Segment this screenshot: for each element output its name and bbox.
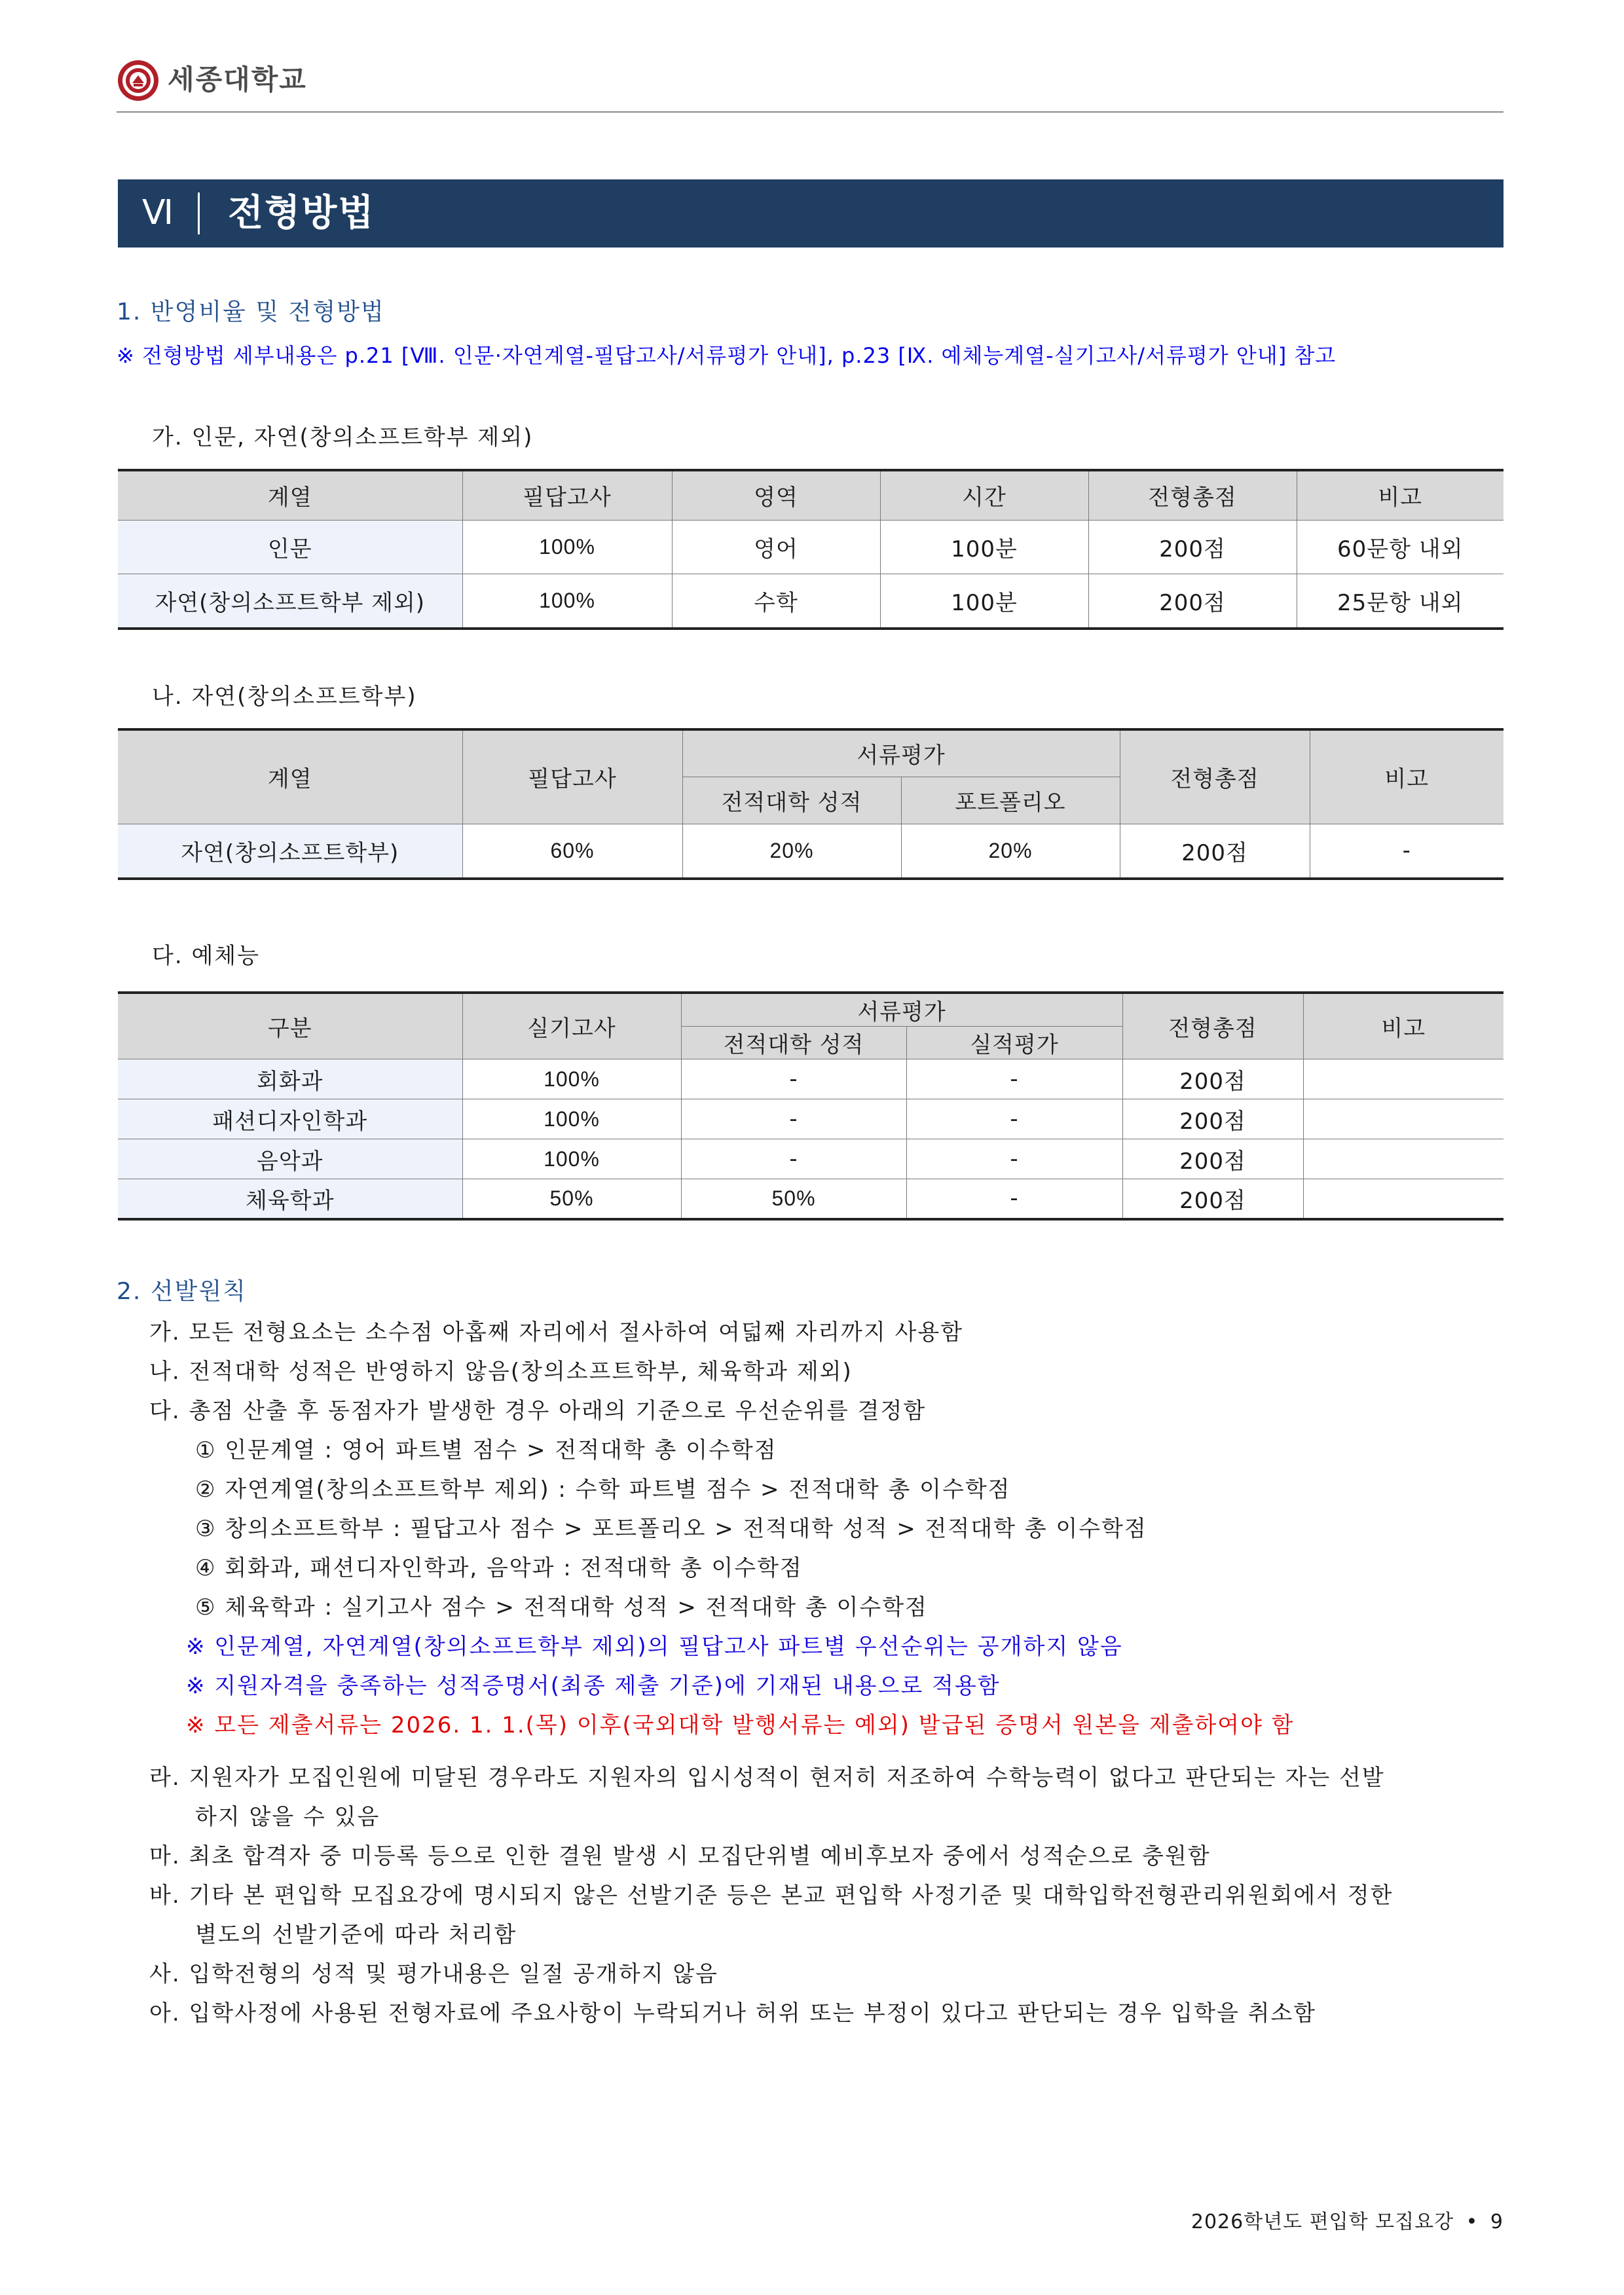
table-b-title: 나. 자연(창의소프트학부) [152,684,417,710]
rule-a: 아. 입학사정에 사용된 전형자료에 주요사항이 누락되거나 허위 또는 부정이 있다고 판단되는 경우 입학을 취소함 [149,2000,1317,2027]
header-cell: 전적대학 성적 [681,1027,906,1059]
header-cell: 전형총점 [1120,729,1310,824]
header-cell: 필답고사 [462,729,682,824]
table-cell: 200점 [1122,1059,1303,1099]
tiebreak-item: ② 자연계열(창의소프트학부 제외) : 수학 파트별 점수 > 전적대학 총 이수학점 [195,1477,1011,1503]
chapter-number: Ⅵ [142,194,174,232]
category-cell: 인문 [118,520,462,574]
rule-sa: 사. 입학전형의 성적 및 평가내용은 일절 공개하지 않음 [149,1961,719,1987]
table-cell: - [906,1179,1122,1219]
header-cell: 계열 [118,729,462,824]
table-cell: 60문항 내외 [1297,520,1504,574]
table-cell: - [906,1059,1122,1099]
table-cell: 20% [901,824,1120,879]
header-cell: 비고 [1310,729,1504,824]
table-cell: - [681,1059,906,1099]
category-cell: 회화과 [118,1059,462,1099]
table-row [118,1139,1504,1179]
table-cell [1303,1139,1504,1179]
table-header-row [118,729,1504,777]
category-cell: 패션디자인학과 [118,1099,462,1139]
university-seal-icon [117,59,160,102]
header-group-cell: 서류평가 [682,729,1120,777]
table-cell: 25문항 내외 [1297,574,1504,629]
header-cell: 필답고사 [462,470,672,520]
rule-ra-line1: 라. 지원자가 모집인원에 미달된 경우라도 지원자의 입시성적이 현저히 저조하여 수학능력이 없다고 판단되는 자는 선발 [149,1765,1385,1791]
section2-title: 2. 선발원칙 [117,1278,247,1305]
table-cell: 200점 [1122,1099,1303,1139]
table-cell: - [681,1139,906,1179]
table-cell: 100% [462,1059,681,1099]
page-footer [1191,2205,1504,2234]
table-row [118,520,1504,574]
table-cell: 100분 [880,520,1088,574]
tiebreak-item: ① 인문계열 : 영어 파트별 점수 > 전적대학 총 이수학점 [195,1437,777,1463]
table-cell: 200점 [1122,1179,1303,1219]
header-cell: 비고 [1297,470,1504,520]
table-row [118,1179,1504,1219]
table-c-title: 다. 예체능 [152,943,260,969]
table-header-row [118,993,1504,1027]
header-cell: 실기고사 [462,993,681,1059]
table-row [118,1059,1504,1099]
table-cell: 200점 [1088,520,1297,574]
header-cell: 실적평가 [906,1027,1122,1059]
table-cell: - [1310,824,1504,879]
table-cell: 100분 [880,574,1088,629]
chapter-divider [198,193,200,234]
header-cell: 구분 [118,993,462,1059]
tiebreak-item: ④ 회화과, 패션디자인학과, 음악과 : 전적대학 총 이수학점 [195,1555,803,1581]
rule-ba-line1: 바. 기타 본 편입학 모집요강에 명시되지 않은 선발기준 등은 본교 편입학 사정기준 및 대학입학전형관리위원회에서 정한 [149,1882,1393,1909]
category-cell: 자연(창의소프트학부) [118,824,462,879]
table-cell: 200점 [1088,574,1297,629]
table-cell: 60% [462,824,682,879]
rule-ba-line2: 별도의 선발기준에 따라 처리함 [195,1922,517,1948]
note-red: ※ 모든 제출서류는 2026. 1. 1.(목) 이후(국외대학 발행서류는 예외) 발급된 증명서 원본을 제출하여야 함 [186,1712,1295,1738]
note-blue-2: ※ 지원자격을 충족하는 성적증명서(최종 제출 기준)에 기재된 내용으로 적용함 [186,1673,1001,1699]
table-header-row [118,470,1504,520]
header-cell: 계열 [118,470,462,520]
table-cell: 100% [462,1099,681,1139]
table-a [118,469,1504,630]
table-cell: 100% [462,520,672,574]
table-cell [1303,1059,1504,1099]
table-c [118,991,1504,1221]
header-divider [117,111,1504,113]
section1-note: ※ 전형방법 세부내용은 p.21 [Ⅷ. 인문·자연계열-필답고사/서류평가 안내], p.23 [Ⅸ. 예체능계열-실기고사/서류평가 안내] 참고 [117,343,1337,368]
table-cell [1303,1179,1504,1219]
section1-title: 1. 반영비율 및 전형방법 [117,299,385,325]
table-cell: 50% [681,1179,906,1219]
header-cell: 비고 [1303,993,1504,1059]
rule-na: 나. 전적대학 성적은 반영하지 않음(창의소프트학부, 체육학과 제외) [149,1359,853,1385]
table-cell: 20% [682,824,901,879]
header-cell: 시간 [880,470,1088,520]
category-cell: 체육학과 [118,1179,462,1219]
rule-da: 다. 총점 산출 후 동점자가 발생한 경우 아래의 기준으로 우선순위를 결정함 [149,1398,927,1424]
rule-ra-line2: 하지 않을 수 있음 [195,1804,380,1830]
chapter-banner [118,179,1504,248]
category-cell: 자연(창의소프트학부 제외) [118,574,462,629]
footer-text: 2026학년도 편입학 모집요강 [1190,2211,1454,2233]
table-cell: 200점 [1122,1139,1303,1179]
header-cell: 전적대학 성적 [682,777,901,824]
header-cell: 포트폴리오 [901,777,1120,824]
table-row [118,824,1504,879]
header-cell: 영역 [672,470,880,520]
table-cell: 100% [462,574,672,629]
tiebreak-item: ⑤ 체육학과 : 실기고사 점수 > 전적대학 성적 > 전적대학 총 이수학점 [195,1594,928,1621]
header-group-cell: 서류평가 [681,993,1122,1027]
header-cell: 전형총점 [1088,470,1297,520]
table-row [118,1099,1504,1139]
table-row [118,574,1504,629]
rule-ga: 가. 모든 전형요소는 소수점 아홉째 자리에서 절사하여 여덟째 자리까지 사용함 [149,1319,964,1346]
tiebreak-item: ③ 창의소프트학부 : 필답고사 점수 > 포트폴리오 > 전적대학 성적 > 전적대학 총 이수학점 [195,1516,1147,1542]
table-cell: 100% [462,1139,681,1179]
rule-ma: 마. 최초 합격자 중 미등록 등으로 인한 결원 발생 시 모집단위별 예비후보자 중에서 성적순으로 충원함 [149,1843,1211,1869]
university-name: 세종대학교 [168,64,307,96]
table-cell: - [681,1099,906,1139]
table-cell: - [906,1099,1122,1139]
table-cell: - [906,1139,1122,1179]
table-cell: 200점 [1120,824,1310,879]
table-cell: 영어 [672,520,880,574]
note-blue-1: ※ 인문계열, 자연계열(창의소프트학부 제외)의 필답고사 파트별 우선순위는 공개하지 않음 [186,1634,1123,1660]
table-cell: 수학 [672,574,880,629]
table-cell: 50% [462,1179,681,1219]
table-b [118,728,1504,880]
chapter-title: 전형방법 [228,192,375,234]
table-cell [1303,1099,1504,1139]
page-number: 9 [1490,2211,1504,2233]
table-a-title: 가. 인문, 자연(창의소프트학부 제외) [152,424,534,450]
category-cell: 음악과 [118,1139,462,1179]
header-cell: 전형총점 [1122,993,1303,1059]
footer-bullet: • [1466,2211,1479,2233]
